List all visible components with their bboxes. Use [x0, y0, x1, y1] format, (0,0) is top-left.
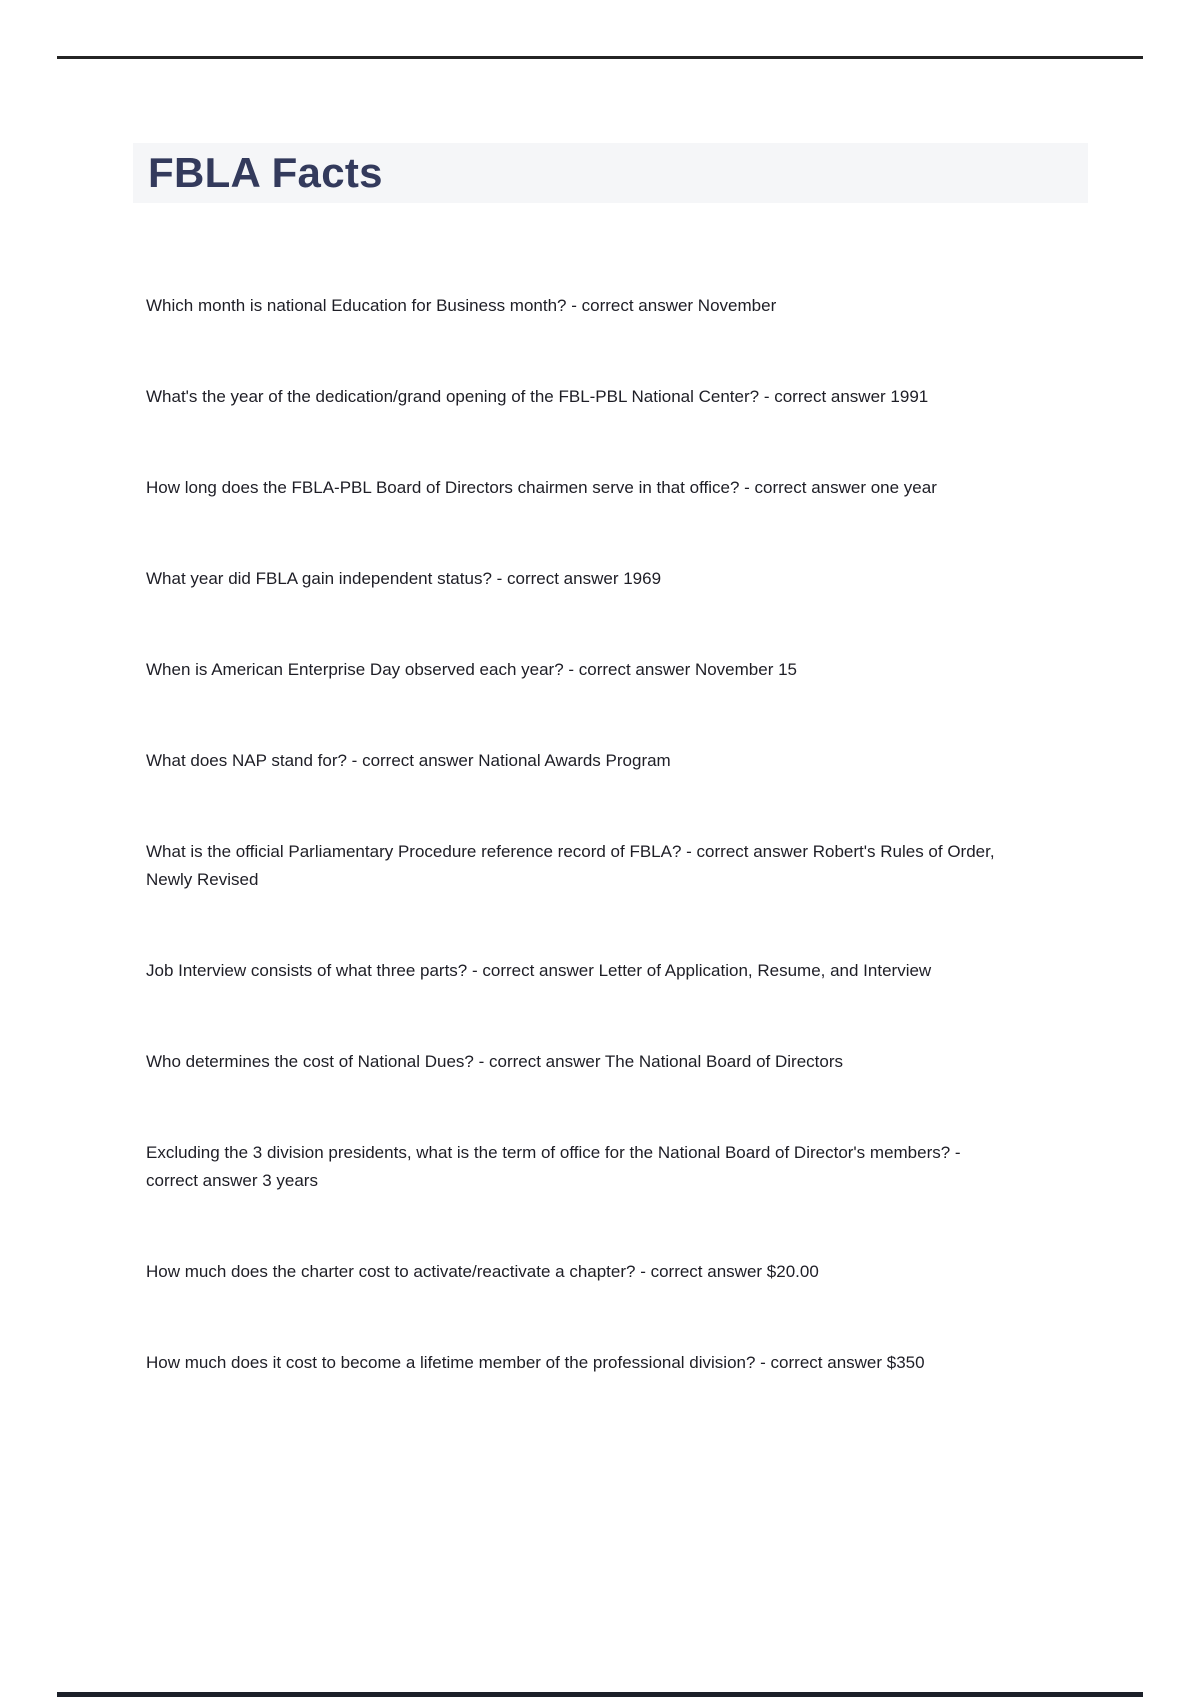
- qa-paragraph: What year did FBLA gain independent status? - correct answer 1969: [146, 569, 662, 588]
- qa-paragraph: What's the year of the dedication/grand opening of the FBL-PBL National Center? - correct answer 1991: [146, 387, 929, 406]
- qa-paragraph: How much does it cost to become a lifetime member of the professional division? - correct answer $350: [146, 1353, 925, 1372]
- page-top-rule: [57, 56, 1143, 59]
- qa-paragraph: Who determines the cost of National Dues? - correct answer The National Board of Directors: [146, 1052, 843, 1071]
- page-bottom-rule: [57, 1692, 1143, 1697]
- qa-paragraph: How long does the FBLA-PBL Board of Directors chairmen serve in that office? - correct answer one year: [146, 478, 937, 497]
- qa-paragraph: What is the official Parliamentary Procedure reference record of FBLA? - correct answer Robert's Rules of Order, Newly Revised: [146, 842, 995, 889]
- page-title: FBLA Facts: [148, 149, 383, 196]
- qa-paragraph: Job Interview consists of what three parts? - correct answer Letter of Application, Resume, and Interview: [146, 961, 932, 980]
- qa-paragraph: How much does the charter cost to activate/reactivate a chapter? - correct answer $20.00: [146, 1262, 819, 1281]
- title-banner: [133, 143, 1088, 203]
- qa-paragraph: Excluding the 3 division presidents, what is the term of office for the National Board of Director's members? - correct answer 3 years: [146, 1143, 961, 1190]
- qa-paragraph: When is American Enterprise Day observed each year? - correct answer November 15: [146, 660, 798, 679]
- qa-paragraph: What does NAP stand for? - correct answer National Awards Program: [146, 751, 671, 770]
- qa-paragraph: Which month is national Education for Business month? - correct answer November: [146, 296, 777, 315]
- qa-list: [146, 292, 1016, 1440]
